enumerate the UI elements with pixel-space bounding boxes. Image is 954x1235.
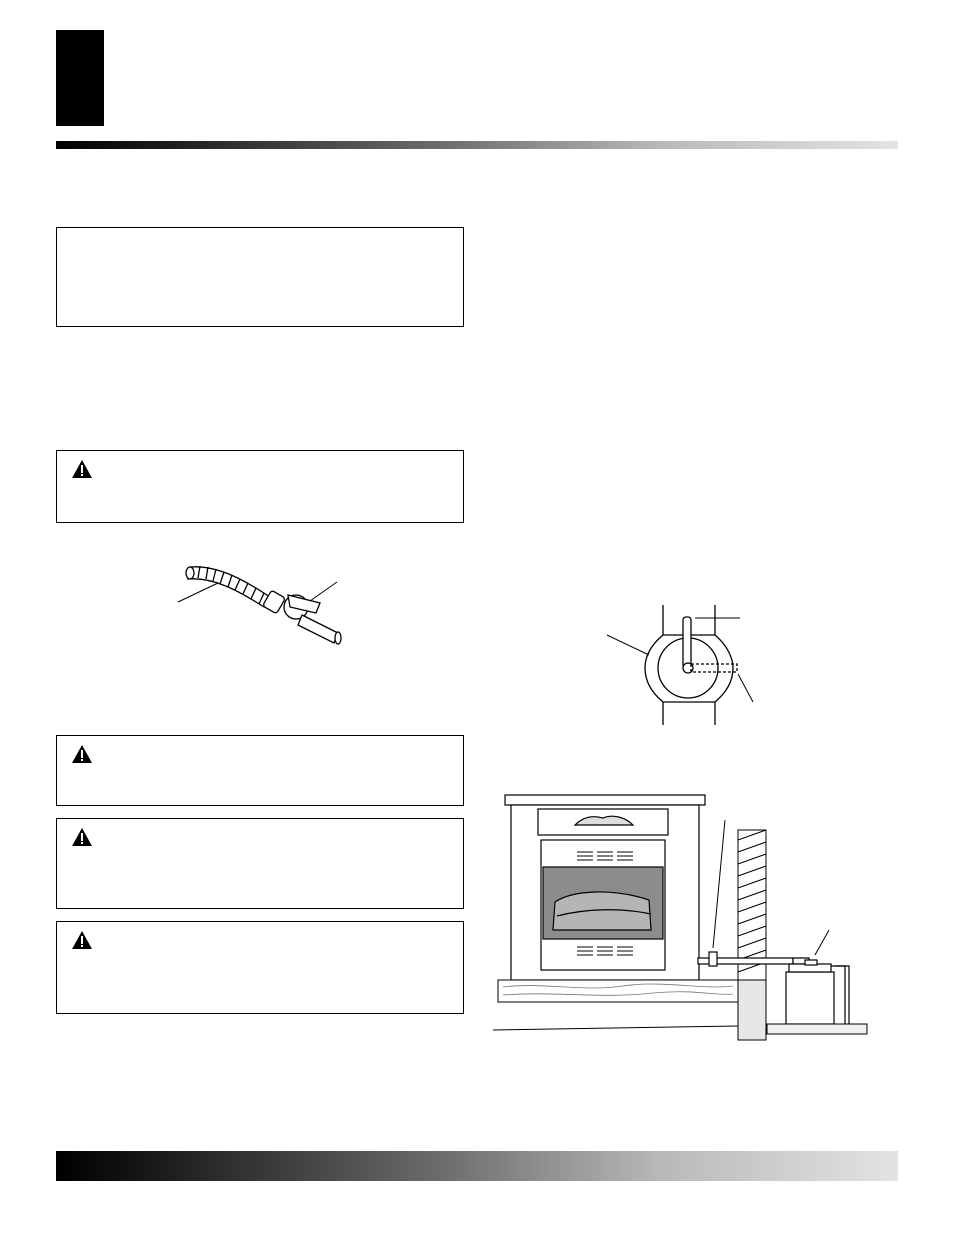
header-rule <box>56 141 898 149</box>
installation-figure <box>493 790 883 1045</box>
warning-triangle-icon <box>71 827 93 847</box>
flexible-gas-hose-icon <box>186 566 270 607</box>
warning-triangle-icon <box>71 930 93 950</box>
valve-position-figure <box>595 600 765 730</box>
wall-section-icon <box>738 830 766 1040</box>
valve-handle-icon <box>683 617 691 669</box>
warning-box-4 <box>56 921 464 1014</box>
warning-triangle-icon <box>71 459 93 479</box>
warning-box-3 <box>56 818 464 909</box>
shutoff-valve-icon <box>263 590 341 644</box>
propane-tank-icon <box>786 930 849 1026</box>
hose-valve-figure <box>170 555 360 650</box>
footer-rule <box>56 1151 898 1181</box>
warning-triangle-icon <box>71 744 93 764</box>
fireplace-heater-icon <box>505 795 705 980</box>
section-tab-block <box>56 30 104 126</box>
warning-box-2 <box>56 735 464 806</box>
notice-box <box>56 227 464 327</box>
warning-box-1 <box>56 450 464 523</box>
